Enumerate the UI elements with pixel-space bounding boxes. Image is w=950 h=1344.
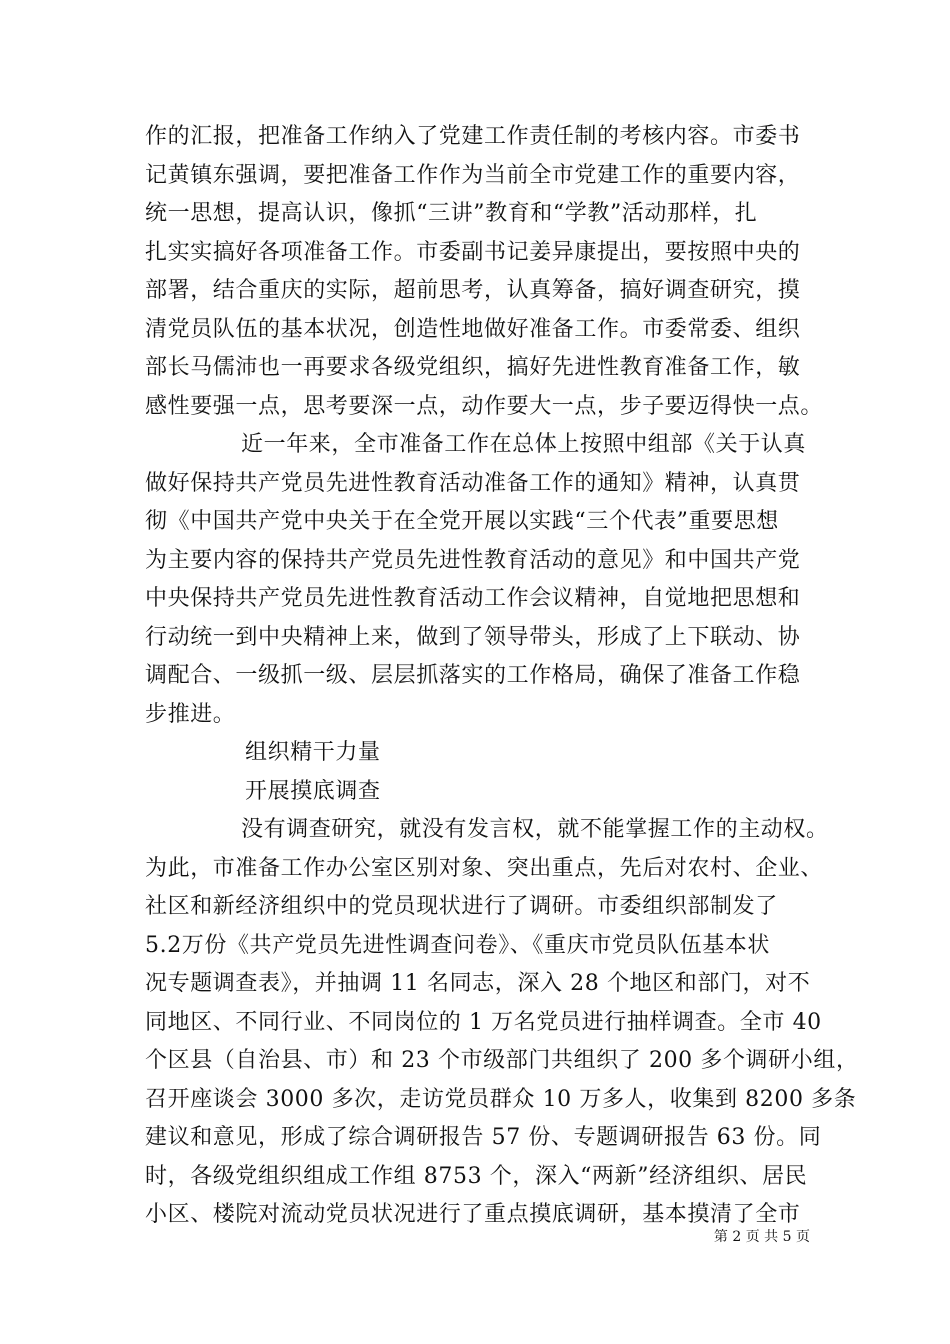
- section-heading: 组织精干力量: [245, 740, 381, 765]
- text-line: 部长马儒沛也一再要求各级党组织，搞好先进性教育准备工作，敏: [145, 355, 801, 380]
- text-line: 统一思想，提高认识，像抓“三讲”教育和“学教”活动那样，扎: [145, 201, 758, 226]
- text-line: 为此，市准备工作办公室区别对象、突出重点，先后对农村、企业、: [145, 855, 824, 881]
- text-line: 做好保持共产党员先进性教育活动准备工作的通知》精神，认真贯: [145, 470, 801, 496]
- body-text: [145, 118, 859, 1235]
- text-line: 时，各级党组织组成工作组 8753 个，深入“两新”经济组织、居民: [145, 1163, 808, 1189]
- text-line: 同地区、不同行业、不同岗位的 1 万名党员进行抽样调查。全市 40: [145, 1009, 822, 1035]
- text-line: 记黄镇东强调，要把准备工作作为当前全市党建工作的重要内容，: [145, 162, 801, 188]
- text-line: 中央保持共产党员先进性教育活动工作会议精神，自觉地把思想和: [145, 586, 801, 611]
- page-number: 第 2 页 共 5 页: [713, 1229, 810, 1245]
- text-line: 调配合、一级抓一级、层层抓落实的工作格局，确保了准备工作稳: [145, 663, 801, 688]
- paragraph-start-line: 近一年来，全市准备工作在总体上按照中组部《关于认真: [241, 432, 807, 457]
- text-line: 建议和意见，形成了综合调研报告 57 份、专题调研报告 63 份。同: [145, 1125, 822, 1150]
- text-line: 步推进。: [145, 701, 236, 727]
- text-line: 小区、楼院对流动党员状况进行了重点摸底调研，基本摸清了全市: [145, 1202, 801, 1227]
- text-line: 5.2万份《共产党员先进性调查问卷》、《重庆市党员队伍基本状: [145, 932, 770, 958]
- text-line: 个区县（自治县、市）和 23 个市级部门共组织了 200 多个调研小组，: [145, 1048, 859, 1073]
- text-line: 扎实实搞好各项准备工作。市委副书记姜异康提出，要按照中央的: [145, 239, 801, 265]
- paragraph-start-line: 没有调查研究，就没有发言权，就不能掌握工作的主动权。: [241, 817, 829, 842]
- section-subheading: 开展摸底调查: [245, 778, 381, 804]
- text-line: 社区和新经济组织中的党员现状进行了调研。市委组织部制发了: [145, 894, 778, 919]
- text-line: 召开座谈会 3000 多次，走访党员群众 10 万多人，收集到 8200 多条: [145, 1086, 857, 1112]
- text-line: 况专题调查表》，并抽调 11 名同志，深入 28 个地区和部门，对不: [145, 971, 811, 996]
- text-line: 部署，结合重庆的实际，超前思考，认真筹备，搞好调查研究，摸: [145, 278, 801, 303]
- text-line: 感性要强一点，思考要深一点，动作要大一点，步子要迈得快一点。: [145, 393, 824, 419]
- text-line: 彻《中国共产党中央关于在全党开展以实践“三个代表”重要思想: [145, 509, 779, 534]
- text-line: 行动统一到中央精神上来，做到了领导带头，形成了上下联动、协: [145, 624, 801, 650]
- text-line: 为主要内容的保持共产党员先进性教育活动的意见》和中国共产党: [145, 547, 801, 573]
- text-line: 清党员队伍的基本状况，创造性地做好准备工作。市委常委、组织: [145, 316, 801, 342]
- text-line: 作的汇报，把准备工作纳入了党建工作责任制的考核内容。市委书: [145, 124, 801, 149]
